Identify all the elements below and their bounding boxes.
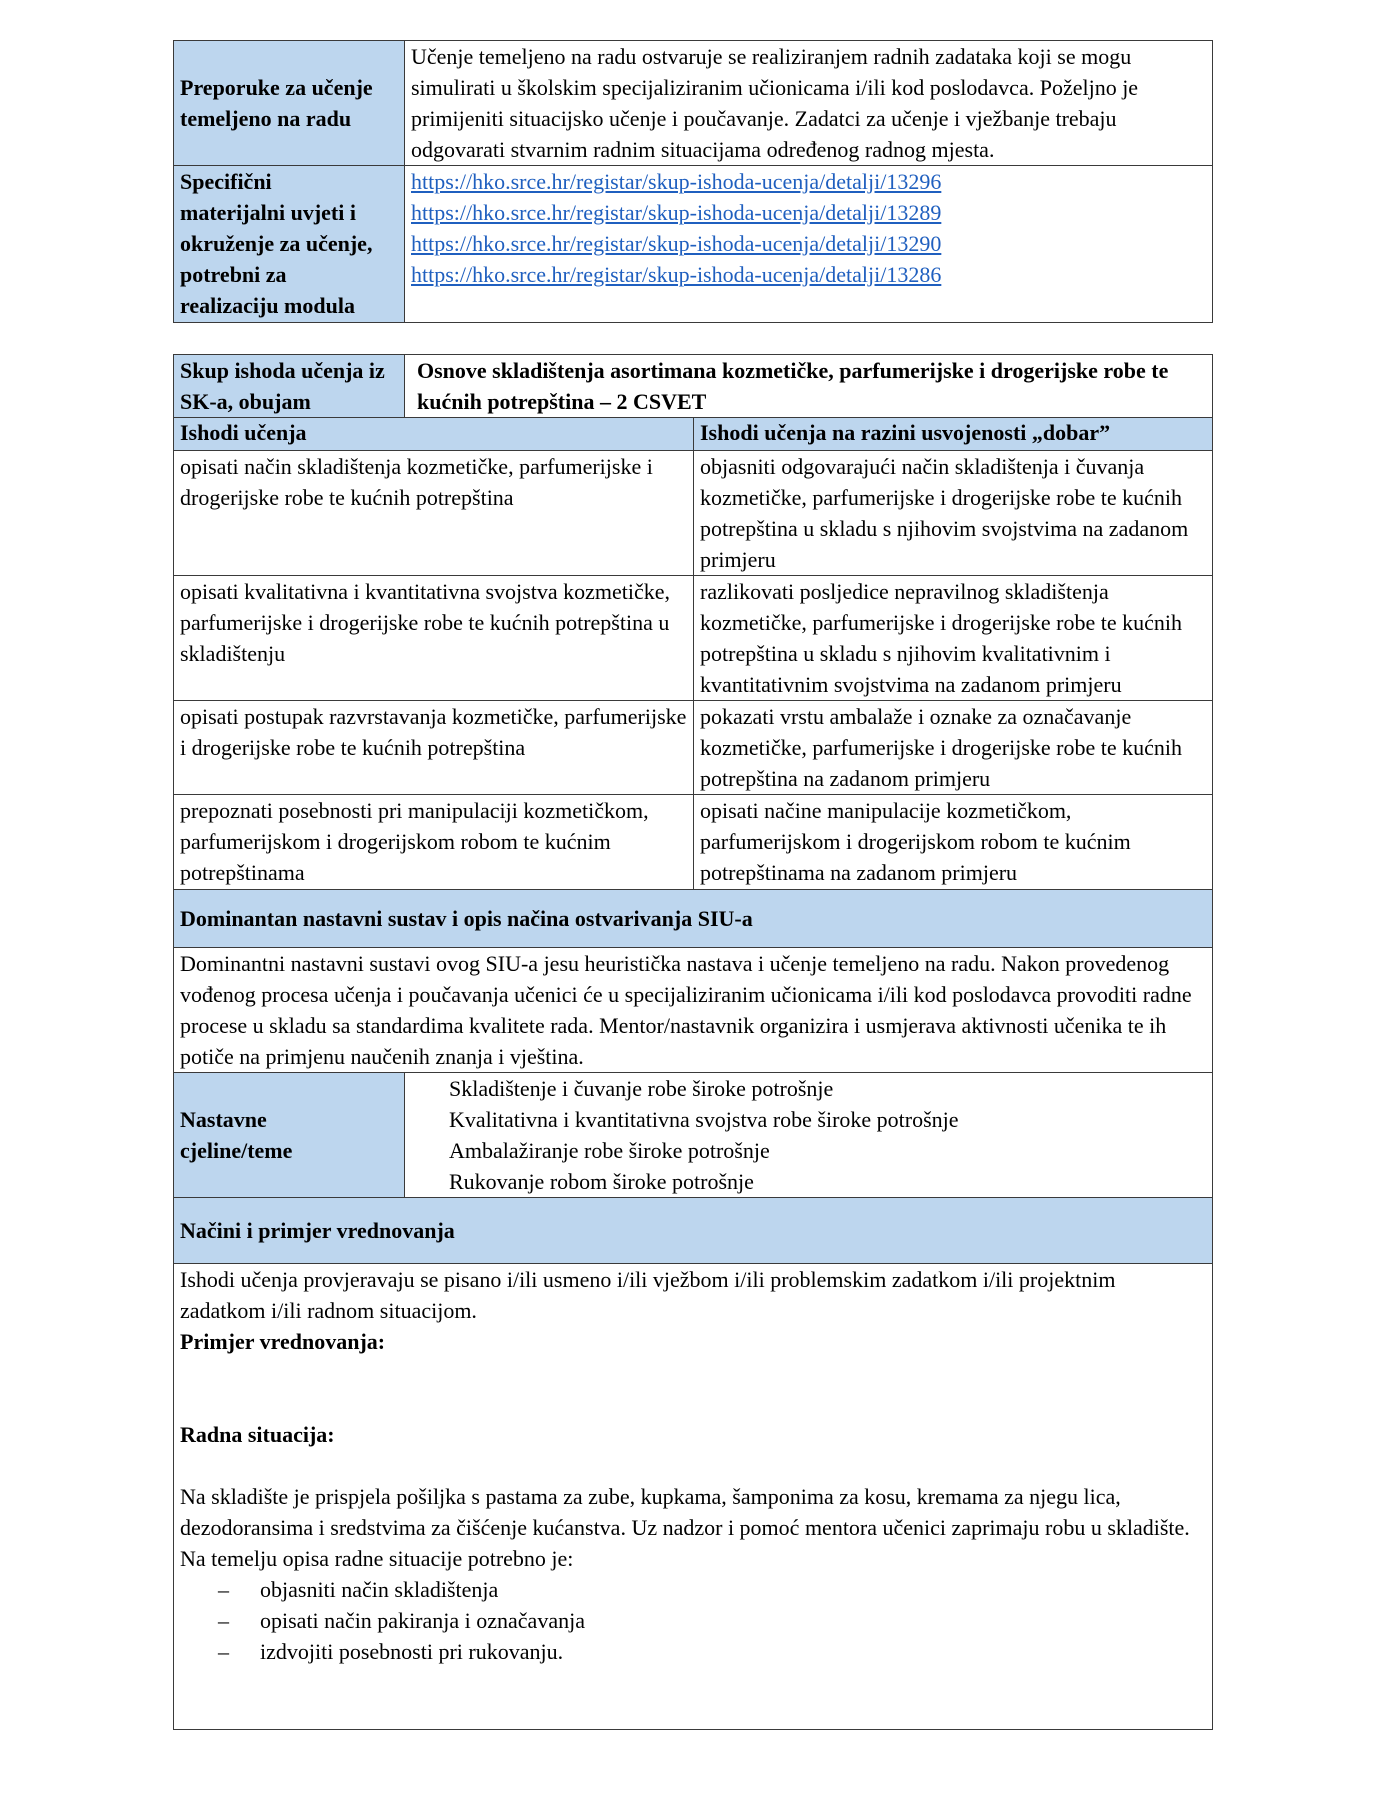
outcome-good-text: objasniti odgovarajući način skladištenja i čuvanja kozmetičke, parfumerijske i drogerijske robe te kućnih potrepština u skladu s njihovim svojstvima na zadanom primjeru: [694, 451, 1213, 576]
dominant-system-text: Dominantni nastavni sustavi ovog SIU-a jesu heuristička nastava i učenje temeljeno na radu. Nakon provedenog vođenog procesa učenja i poučavanja učenici će u specijaliziranim učionicama i/ili kod poslodavca provoditi radne procese u skladu sa standardima kvalitete rada. Mentor/nastavnik organizira i usmjerava aktivnosti učenika te ih potiče na primjenu naučenih znanja i vještina.: [174, 948, 1213, 1073]
siu-label: Skup ishoda učenja iz SK-a, obujam: [174, 355, 405, 418]
teaching-units-label: Nastavne cjeline/teme: [174, 1073, 405, 1198]
hko-link-13289[interactable]: https://hko.srce.hr/registar/skup-ishoda-ucenja/detalji/13289: [411, 200, 942, 225]
dominant-system-heading: Dominantan nastavni sustav i opis načina ostvarivanja SIU-a: [174, 890, 1213, 948]
outcomes-header: Ishodi učenja: [174, 418, 694, 451]
work-based-learning-table: [173, 40, 1213, 323]
task-item: – izdvojiti posebnosti pri rukovanju.: [180, 1636, 1206, 1667]
recommendations-label: Preporuke za učenje temeljeno na radu: [174, 41, 405, 166]
hko-link-13290[interactable]: https://hko.srce.hr/registar/skup-ishoda-ucenja/detalji/13290: [411, 231, 942, 256]
dash-bullet-icon: –: [218, 1608, 229, 1633]
outcome-good-text: opisati načine manipulacije kozmetičkom, parfumerijskom i drogerijskom robom te kućnim potrepštinama na zadanom primjeru: [694, 795, 1213, 890]
hko-link-13296[interactable]: https://hko.srce.hr/registar/skup-ishoda-ucenja/detalji/13296: [411, 169, 942, 194]
outcome-text: opisati način skladištenja kozmetičke, parfumerijske i drogerijske robe te kućnih potrepština: [174, 451, 694, 576]
teaching-unit: Kvalitativna i kvantitativna svojstva robe široke potrošnje: [449, 1107, 959, 1132]
recommendations-text: Učenje temeljeno na radu ostvaruje se realiziranjem radnih zadataka koji se mogu simulirati u školskim specijaliziranim učionicama i/ili kod poslodavca. Poželjno je primijeniti situacijsko učenje i poučavanje. Zadatci za učenje i vježbanje trebaju odgovarati stvarnim radnim situacijama određenog radnog mjesta.: [405, 41, 1213, 166]
outcomes-good-header: Ishodi učenja na razini usvojenosti „dobar”: [694, 418, 1213, 451]
teaching-unit: Skladištenje i čuvanje robe široke potrošnje: [449, 1076, 834, 1101]
outcome-row: [174, 795, 1213, 890]
siu-row: [174, 355, 1213, 418]
outcome-good-text: razlikovati posljedice nepravilnog skladištenja kozmetičke, parfumerijske i drogerijske robe te kućnih potrepština u skladu s njihovim kvalitativnim i kvantitativnim svojstvima na zadanom primjeru: [694, 576, 1213, 701]
outcome-row: [174, 576, 1213, 701]
evaluation-heading: Načini i primjer vrednovanja: [174, 1198, 1213, 1264]
evaluation-heading-row: [174, 1198, 1213, 1264]
siu-value: Osnove skladištenja asortimana kozmetičke, parfumerijske i drogerijske robe te kućnih potrepština – 2 CSVET: [405, 355, 1213, 418]
evaluation-body: [174, 1264, 1213, 1730]
material-conditions-label: Specifični materijalni uvjeti i okruženje za učenje, potrebni za realizaciju modula: [174, 166, 405, 323]
outcome-text: opisati postupak razvrstavanja kozmetičke, parfumerijske i drogerijske robe te kućnih potrepština: [174, 701, 694, 795]
outcome-text: opisati kvalitativna i kvantitativna svojstva kozmetičke, parfumerijske i drogerijske robe te kućnih potrepština u skladištenju: [174, 576, 694, 701]
work-situation-label: Radna situacija:: [180, 1422, 335, 1447]
evaluation-body-row: [174, 1264, 1213, 1730]
teaching-unit: Rukovanje robom široke potrošnje: [449, 1169, 754, 1194]
task-item: – opisati način pakiranja i označavanja: [180, 1605, 1206, 1636]
dominant-system-heading-row: [174, 890, 1213, 948]
outcome-row: [174, 701, 1213, 795]
teaching-units-row: [174, 1073, 1213, 1198]
hko-link-13286[interactable]: https://hko.srce.hr/registar/skup-ishoda-ucenja/detalji/13286: [411, 262, 942, 287]
recommendations-row: [174, 41, 1213, 166]
dash-bullet-icon: –: [218, 1577, 229, 1602]
outcome-good-text: pokazati vrstu ambalaže i oznake za označavanje kozmetičke, parfumerijske i drogerijske robe te kućnih potrepština na zadanom primjeru: [694, 701, 1213, 795]
dash-bullet-icon: –: [218, 1639, 229, 1664]
outcome-text: prepoznati posebnosti pri manipulaciji kozmetičkom, parfumerijskom i drogerijskom robom te kućnim potrepštinama: [174, 795, 694, 890]
task-list: [180, 1574, 1206, 1667]
outcomes-header-row: [174, 418, 1213, 451]
evaluation-example-label: Primjer vrednovanja:: [180, 1329, 386, 1354]
task-intro: Na temelju opisa radne situacije potrebno je:: [180, 1546, 574, 1571]
material-conditions-row: [174, 166, 1213, 323]
teaching-unit: Ambalažiranje robe široke potrošnje: [449, 1138, 770, 1163]
task-item: – objasniti način skladištenja: [180, 1574, 1206, 1605]
learning-outcomes-table: [173, 354, 1213, 1730]
work-situation-text: Na skladište je prispjela pošiljka s pastama za zube, kupkama, šamponima za kosu, kremama za njegu lica, dezodoransima i sredstvima za čišćenje kućanstva. Uz nadzor i pomoć mentora učenici zaprimaju robu u skladište.: [180, 1484, 1190, 1540]
evaluation-intro: Ishodi učenja provjeravaju se pisano i/ili usmeno i/ili vježbom i/ili problemskim zadatkom i/ili projektnim zadatkom i/ili radnom situacijom.: [180, 1267, 1116, 1323]
teaching-units-list: [405, 1073, 1213, 1198]
dominant-system-text-row: [174, 948, 1213, 1073]
outcome-row: [174, 451, 1213, 576]
material-conditions-links: [405, 166, 1213, 323]
